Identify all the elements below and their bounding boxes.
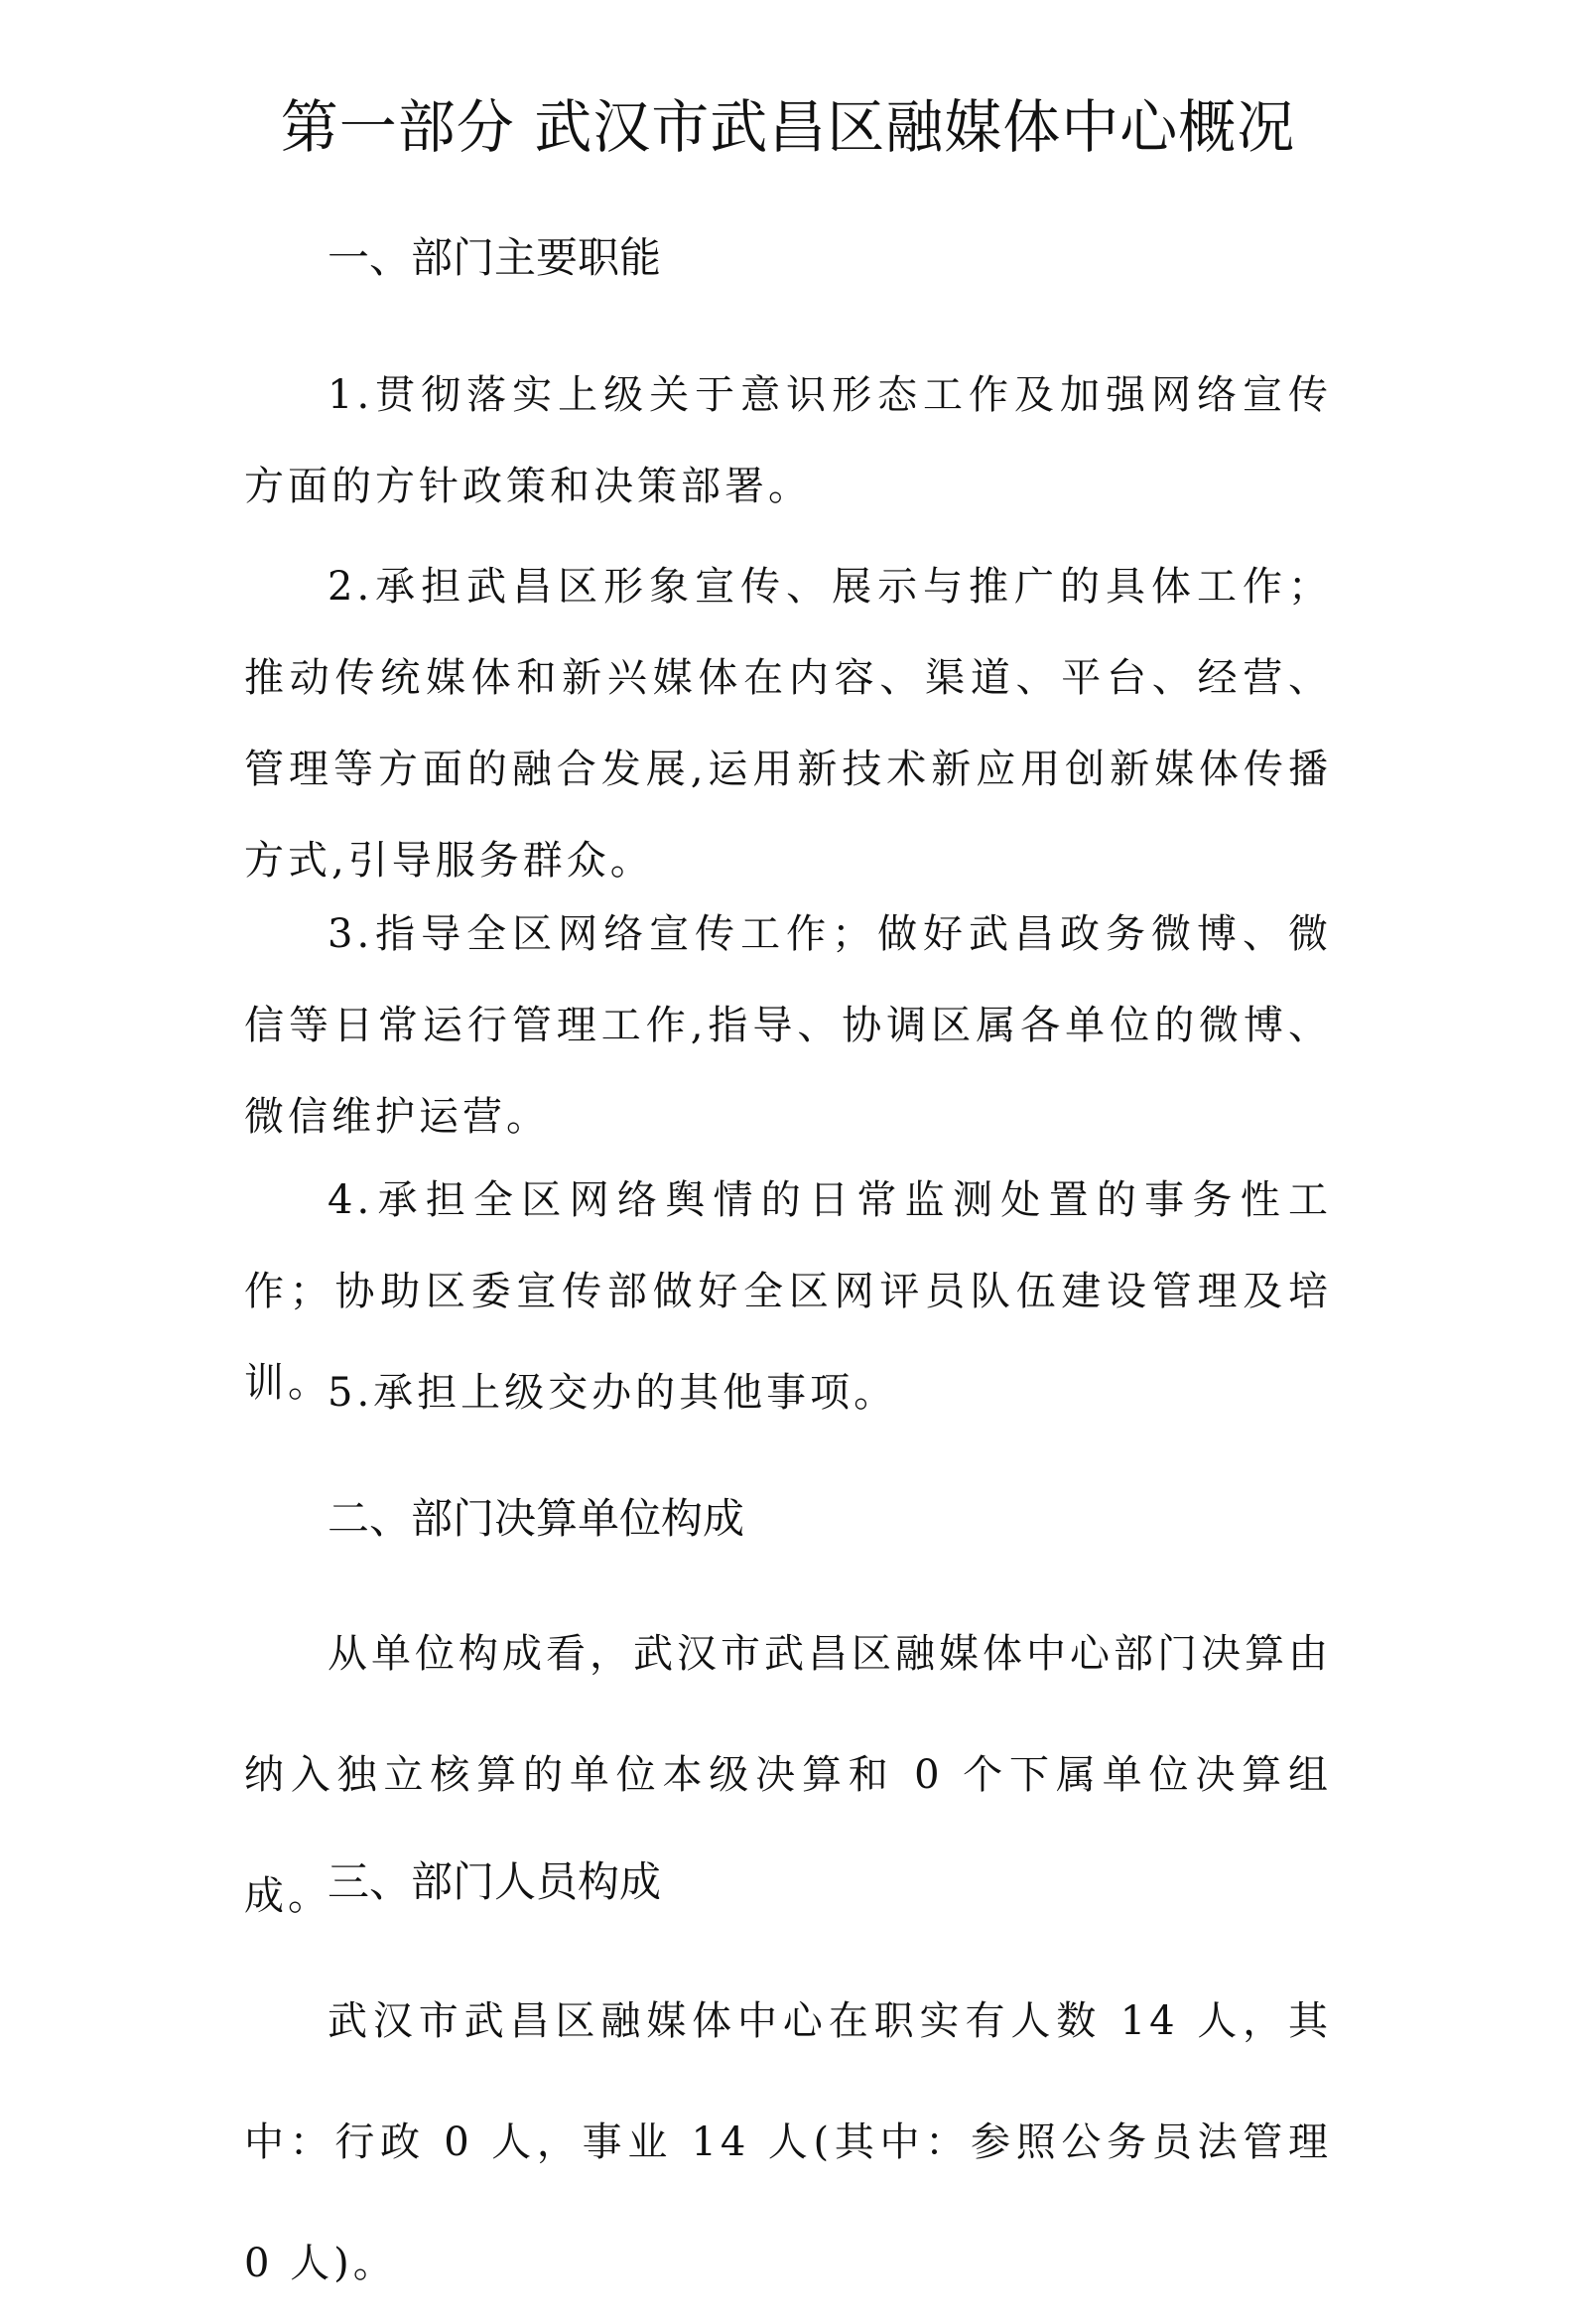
section-heading-staff: 三、部门人员构成 — [328, 1857, 662, 1906]
paragraph-function-3: 3.指导全区网络宣传工作；做好武昌政务微博、微信等日常运行管理工作,指导、协调区属各单位的微博、微信维护运营。 — [244, 911, 1332, 1140]
paragraph-function-5: 5.承担上级交办的其他事项。 — [328, 1370, 898, 1416]
page-title: 第一部分 武汉市武昌区融媒体中心概况 — [280, 93, 1296, 161]
section-heading-functions: 一、部门主要职能 — [328, 233, 662, 282]
paragraph-units: 从单位构成看，武汉市武昌区融媒体中心部门决算由纳入独立核算的单位本级决算和 0 个下属单位决算组成。 — [244, 1631, 1332, 1919]
paragraph-function-4: 4.承担全区网络舆情的日常监测处置的事务性工作；协助区委宣传部做好全区网评员队伍建设管理及培训。 — [244, 1177, 1332, 1406]
paragraph-staff: 武汉市武昌区融媒体中心在职实有人数 14 人，其中：行政 0 人，事业 14 人(其中：参照公务员法管理 0 人)。 — [244, 1998, 1332, 2286]
section-heading-units: 二、部门决算单位构成 — [328, 1494, 745, 1543]
paragraph-function-1: 1.贯彻落实上级关于意识形态工作及加强网络宣传方面的方针政策和决策部署。 — [244, 372, 1332, 509]
paragraph-function-2: 2.承担武昌区形象宣传、展示与推广的具体工作；推动传统媒体和新兴媒体在内容、渠道、平台、经营、管理等方面的融合发展,运用新技术新应用创新媒体传播方式,引导服务群众。 — [244, 564, 1332, 884]
